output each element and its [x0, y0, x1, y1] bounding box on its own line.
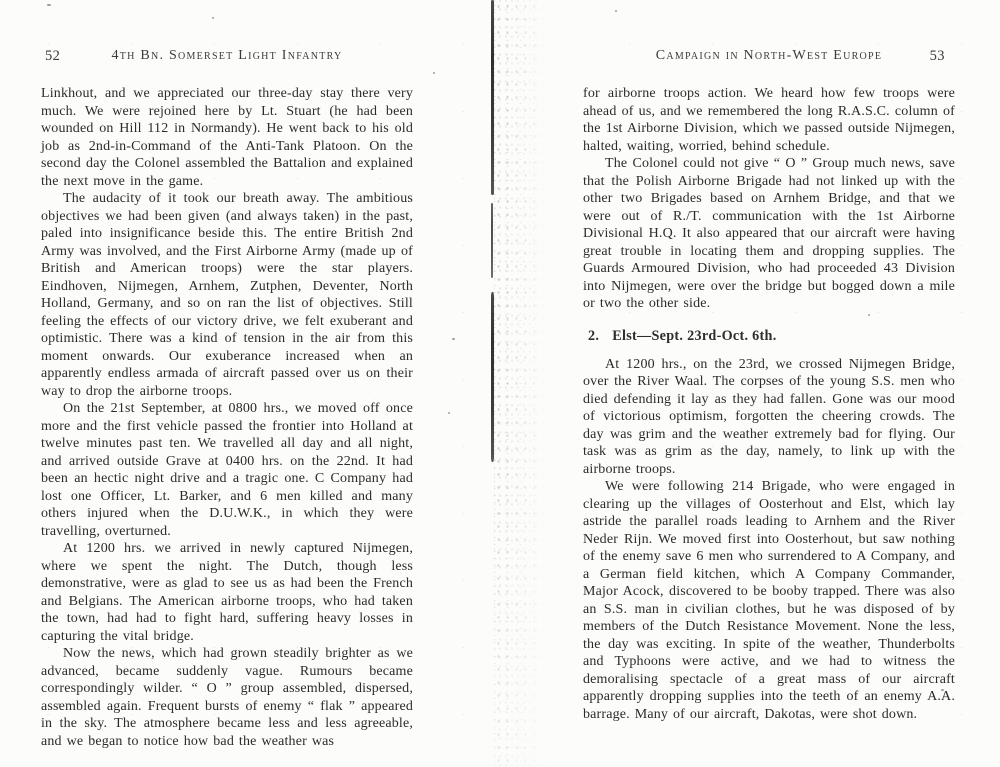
right-page-body: [583, 85, 955, 723]
noise-speck: [452, 338, 455, 340]
right-running-header: Campaign in North-West Europe: [655, 48, 883, 63]
right-running-head: [583, 48, 955, 70]
left-running-head: [41, 48, 413, 70]
left-running-header: 4th Bn. Somerset Light Infantry: [111, 48, 343, 63]
paragraph: At 1200 hrs., on the 23rd, we crossed Nijmegen Bridge, over the River Waal. The corpses of the young S.S. men who died defending it lay as they had fallen. Gone was our mood of victorious optimism, forgotten the cheering crowds. The day was grim and the weather extremely bad for flying. Our task was as grim as the day, namely, to link up with the airborne troops.: [583, 356, 955, 477]
section-title: Elst—Sept. 23rd-Oct. 6th.: [612, 327, 777, 344]
section-heading: [583, 328, 955, 345]
noise-speck: [47, 4, 51, 6]
left-page: [41, 48, 413, 750]
left-page-number: 52: [45, 48, 61, 64]
right-page-number: 53: [929, 48, 945, 64]
noise-speck: [615, 10, 617, 12]
gutter-noise-band: [494, 0, 548, 767]
paragraph: Linkhout, and we appreciated our three-day stay there very much. We were rejoined here by Lt. Stuart (he had been wounded on Hill 112 in Normandy). He went back to his old job as 2nd-in-Command of the Anti-Tank Platoon. On the second day the Colonel assembled the Battalion and explained the next move in the game.: [41, 86, 413, 189]
noise-speck: [433, 72, 435, 74]
gutter-shadow-line: [491, 0, 494, 195]
right-page: [583, 48, 955, 723]
gutter-shadow-line: [491, 292, 494, 462]
paragraph: At 1200 hrs. we arrived in newly captured Nijmegen, where we spent the night. The Dutch, though less demonstrative, were as glad to see us as had been the French and Belgians. The American airborne troops, who had taken the town, had had to fight hard, suffering heavy losses in capturing the vital bridge.: [41, 541, 413, 644]
paragraph: On the 21st September, at 0800 hrs., we moved off once more and the first vehicle passed the frontier into Holland at twelve minutes past ten. We travelled all day and all night, and arrived outside Grave at 0400 hrs. on the 22nd. It had been an hectic night drive and a tragic one. C Company had lost one Officer, Lt. Barker, and 6 men killed and many others injured when the D.U.W.K., in which they were travelling, overturned.: [41, 401, 413, 539]
paragraph: for airborne troops action. We heard how few troops were ahead of us, and we remembered the long R.A.S.C. column of the 1st Airborne Division, which we passed outside Nijmegen, halted, waiting, worried, behind schedule.: [583, 86, 955, 154]
section-number: 2.: [588, 327, 600, 344]
paragraph: We were following 214 Brigade, who were engaged in clearing up the villages of Oosterhout and Elst, which lay astride the parallel roads leading to Arnhem and the River Neder Rijn. We moved first into Oosterhout, but saw nothing of the enemy save 6 men who surrendered to A Company, and a German field kitchen, which A Company Commander, Major Acock, discovered to be booby trapped. There was also an S.S. man in civilian clothes, but he was disposed of by members of the Dutch Resistance Movement. None the less, the day was exciting. In spite of the weather, Thunderbolts and Typhoons were active, and we had to witness the demoralising spectacle of a great mass of our aircraft apparently dropping supplies into the teeth of an enemy A.A. barrage. Many of our aircraft, Dakotas, were shot down.: [583, 479, 955, 722]
paragraph: The audacity of it took our breath away. The ambitious objectives we had been given (and always taken) in the past, paled into insignificance beside this. The entire British 2nd Army was involved, and the First Airborne Army (made up of British and American troops) were the star players. Eindhoven, Nijmegen, Arnhem, Zutphen, Deventer, North Holland, Germany, and so on ran the list of objectives. Still feeling the effects of our victory drive, we felt exuberant and optimistic. There was a kind of tension in the air from this moment onwards. Our exuberance increased when an apparently endless armada of aircraft passed over us on their way to drop the airborne troops.: [41, 191, 413, 399]
left-page-body: [41, 85, 413, 750]
paragraph: Now the news, which had grown steadily brighter as we advanced, became suddenly vague. Rumours became correspondingly wilder. “ O ” group assembled, dispersed, assembled again. Frequent bursts of enemy “ flak ” appeared in the sky. The atmosphere became less and less agreeable, and we began to notice how bad the weather was: [41, 646, 413, 749]
noise-speck: [448, 412, 450, 414]
paragraph: The Colonel could not give “ O ” Group much news, save that the Polish Airborne Brigade had not linked up with the other two Brigades based on Arnhem Bridge, and that we were out of R./T. communication with the 1st Airborne Divisional H.Q. It also appeared that our aircraft were having great trouble in locating them and dropping supplies. The Guards Armoured Division, who had proceeded 43 Division into Nijmegen, were over the bridge but bogged down a mile or two the other side.: [583, 156, 955, 311]
noise-speck: [212, 17, 214, 19]
gutter-shadow-line: [491, 203, 493, 278]
